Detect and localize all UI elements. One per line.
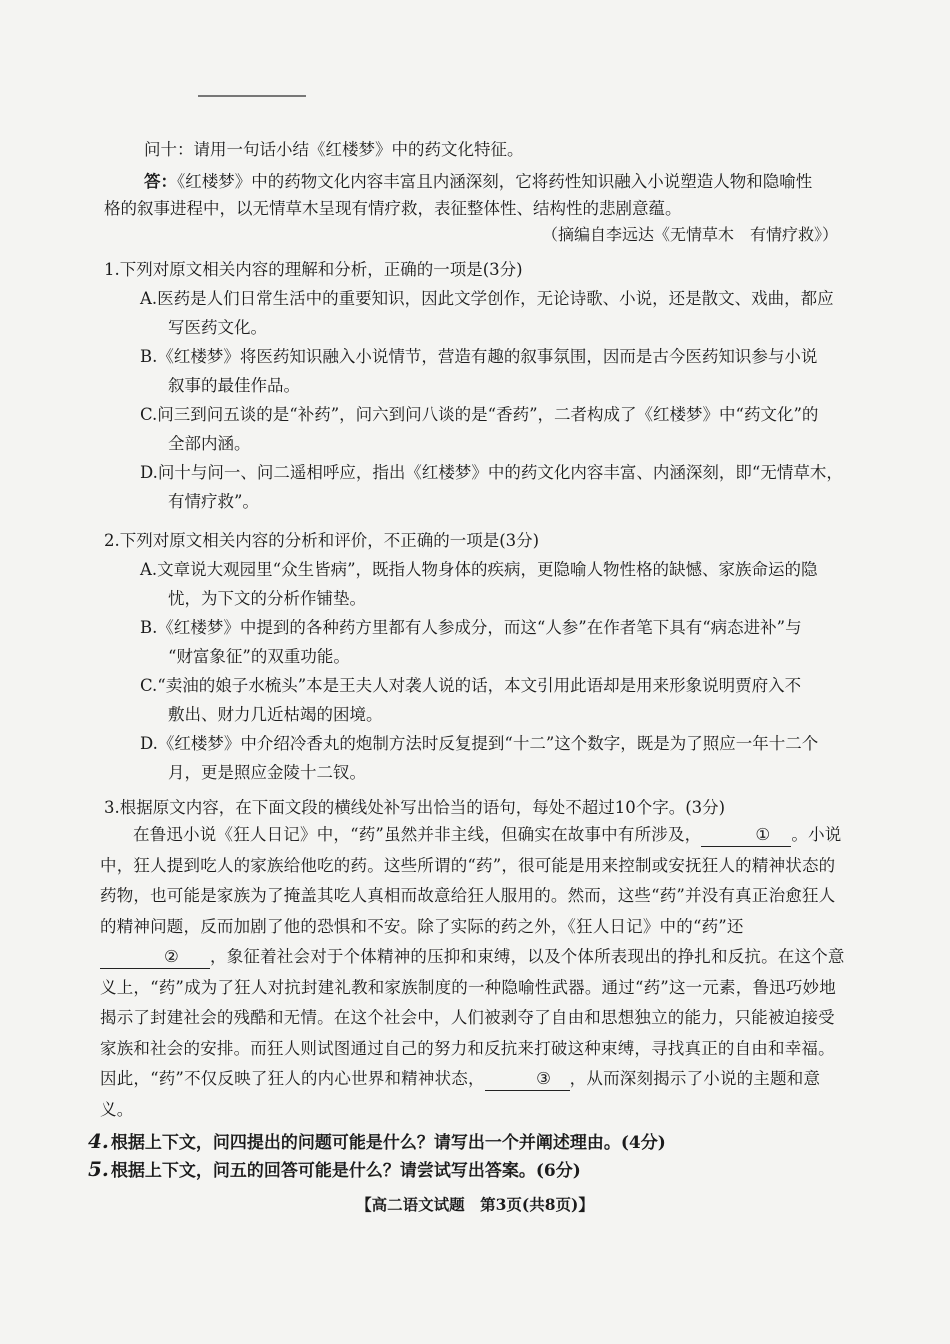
q2-option-a-line1: A.文章说大观园里“众生皆病”，既指人物身体的疾病，更隐喻人物性格的缺憾、家族命运的隐	[140, 560, 818, 579]
q1-option-c-line2: 全部内涵。	[168, 434, 251, 453]
q2-option-b-line2: “财富象征”的双重功能。	[168, 647, 350, 666]
q1-option-d-line2: 有情疗救”。	[168, 492, 259, 511]
question-5-text: 根据上下文，问五的回答可能是什么？请尝试写出答案。(6分)	[110, 1161, 581, 1181]
answer-text-1: 《红楼梦》中的药物文化内容丰富且内涵深刻，它将药性知识融入小说塑造人物和隐喻性	[177, 172, 813, 191]
q1-option-b-line2: 叙事的最佳作品。	[168, 376, 300, 395]
q1-option-b-line1: B.《红楼梦》将医药知识融入小说情节，营造有趣的叙事氛围，因而是古今医药知识参与小说	[140, 347, 818, 366]
q1-option-c	[104, 400, 849, 458]
q1-option-a-line1: A.医药是人们日常生活中的重要知识，因此文学创作，无论诗歌、小说，还是散文、戏曲，都应	[140, 289, 834, 308]
passage-part-2: 。小说中，狂人提到吃人的家族给他吃的药。这些所谓的“药”，很可能是用来控制或安抚狂人的精神状态的药物，也可能是家族为了掩盖其吃人真相而故意给狂人服用的。然而，这些“药”并没有真正治愈狂人的精神问题，反而加剧了他的恐惧和不安。除了实际的药之外，《狂人日记》中的“药”还	[100, 825, 842, 936]
blank-3[interactable]: ③	[485, 1068, 570, 1091]
header-rule	[198, 95, 306, 97]
source-citation: （摘编自李远达《无情草木 有情疗救》）	[541, 225, 838, 244]
question-1-stem: 1.下列对原文相关内容的理解和分析，正确的一项是(3分)	[104, 260, 523, 279]
question-2	[104, 526, 849, 787]
q3-passage	[100, 820, 850, 1125]
q2-option-a	[104, 555, 849, 613]
q2-option-b	[104, 613, 849, 671]
blank-2[interactable]: ②	[100, 946, 210, 969]
q10-question: 问十：请用一句话小结《红楼梦》中的药文化特征。	[144, 140, 524, 159]
passage-part-1: 在鲁迅小说《狂人日记》中，“药”虽然并非主线，但确实在故事中有所涉及，	[133, 825, 702, 844]
question-2-stem: 2.下列对原文相关内容的分析和评价，不正确的一项是(3分)	[104, 531, 540, 550]
question-4	[88, 1128, 666, 1153]
q2-option-c-line1: C.“卖油的娘子水梳头”本是王夫人对袭人说的话，本文引用此语却是用来形象说明贾府入不	[140, 676, 802, 695]
answer-label: 答：	[144, 172, 177, 191]
q1-option-b	[104, 342, 849, 400]
q2-option-d-line2: 月，更是照应金陵十二钗。	[168, 763, 366, 782]
question-5	[88, 1156, 581, 1181]
q2-option-c	[104, 671, 849, 729]
q2-option-b-line1: B.《红楼梦》中提到的各种药方里都有人参成分，而这“人参”在作者笔下具有“病态进补”与	[140, 618, 802, 637]
passage-part-3: ，象征着社会对于个体精神的压抑和束缚，以及个体所表现出的挣扎和反抗。在这个意义上，“药”成为了狂人对抗封建礼教和家族制度的一种隐喻性武器。通过“药”这一元素，鲁迅巧妙地揭示了封建社会的残酷和无情。在这个社会中，人们被剥夺了自由和思想独立的能力，只能被迫接受家族和社会的安排。而狂人则试图通过自己的努力和反抗来打破这种束缚，寻找真正的自由和幸福。因此，“药”不仅反映了狂人的内心世界和精神状态，	[100, 947, 845, 1088]
q2-option-a-line2: 忧，为下文的分析作铺垫。	[168, 589, 366, 608]
q2-option-d	[104, 729, 849, 787]
q1-option-d	[104, 458, 849, 516]
q1-option-c-line1: C.问三到问五谈的是“补药”，问六到问八谈的是“香药”，二者构成了《红楼梦》中“药文化”的	[140, 405, 819, 424]
question-1	[104, 255, 849, 516]
q1-option-a	[104, 284, 849, 342]
passage-part-4: ，从而深刻揭示了小说的主题和意义。	[100, 1069, 821, 1119]
question-5-number: 5.	[88, 1157, 109, 1181]
q1-option-a-line2: 写医药文化。	[168, 318, 267, 337]
q1-option-d-line1: D.问十与问一、问二遥相呼应，指出《红楼梦》中的药文化内容丰富、内涵深刻，即“无情草木，	[140, 463, 843, 482]
q2-option-c-line2: 敷出、财力几近枯竭的困境。	[168, 705, 383, 724]
page-footer: 【高二语文试题 第3页(共8页)】	[356, 1195, 594, 1214]
blank-1[interactable]: ①	[701, 824, 791, 847]
question-4-text: 根据上下文，问四提出的问题可能是什么？请写出一个并阐述理由。(4分)	[110, 1133, 666, 1153]
q10-answer-line2: 格的叙事进程中，以无情草木呈现有情疗救，表征整体性、结构性的悲剧意蕴。	[104, 199, 682, 218]
q2-option-d-line1: D.《红楼梦》中介绍冷香丸的炮制方法时反复提到“十二”这个数字，既是为了照应一年十二个	[140, 734, 819, 753]
question-3-stem: 3.根据原文内容，在下面文段的横线处补写出恰当的语句，每处不超过10个字。(3分)	[104, 798, 726, 817]
question-4-number: 4.	[88, 1129, 109, 1153]
